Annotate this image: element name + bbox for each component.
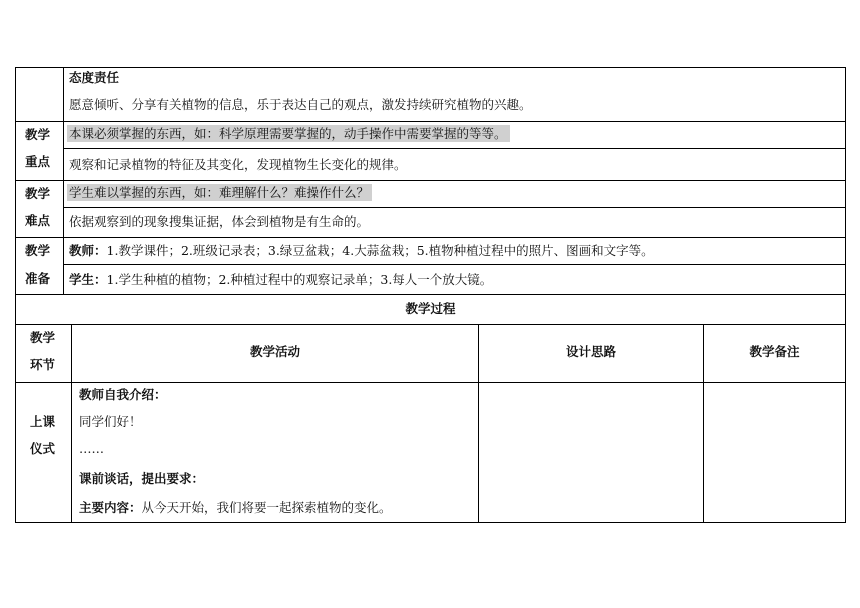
table-rule (15, 382, 846, 383)
table-rule (15, 180, 846, 181)
teacher-materials (69, 243, 654, 259)
student-materials (69, 272, 492, 288)
table-rule (15, 294, 846, 295)
preparation-label-line2: 准备 (25, 271, 51, 286)
main-content-text: 从今天开始，我们将要一起探索植物的变化。 (141, 500, 392, 515)
table-border-bottom (15, 522, 846, 523)
key-points-label-line2: 重点 (25, 154, 51, 169)
table-rule (63, 207, 846, 208)
student-label: 学生： (69, 272, 107, 287)
talk-heading: 课前谈话，提出要求： (79, 471, 205, 486)
difficulties-label-line2: 难点 (25, 213, 51, 228)
stage-cell-line2: 仪式 (30, 441, 56, 456)
key-points-label-line1: 教学 (25, 127, 51, 142)
table-rule (15, 237, 846, 238)
teacher-materials-text: 1.教学课件；2.班级记录表；3.绿豆盆栽；4.大蒜盆栽；5.植物种植过程中的照片、图画和文字等。 (106, 243, 654, 258)
table-rule (15, 324, 846, 325)
key-points-hint-text: 本课必须掌握的东西，如：科学原理需要掌握的，动手操作中需要掌握的等等。 (67, 125, 510, 142)
difficulties-hint-text: 学生难以掌握的东西，如：难理解什么？难操作什么？ (67, 184, 372, 201)
intro-heading: 教师自我介绍： (79, 387, 167, 402)
greeting-text: 同学们好！ (79, 414, 142, 429)
main-content-label: 主要内容： (79, 500, 142, 515)
preparation-label-line1: 教学 (25, 243, 51, 258)
attitude-heading: 态度责任 (69, 70, 120, 85)
table-rule (63, 264, 846, 265)
key-points-hint (67, 126, 510, 142)
stage-cell-line1: 上课 (30, 414, 56, 429)
notes-header: 教学备注 (749, 344, 800, 359)
difficulties-label-line1: 教学 (25, 186, 51, 201)
activity-header: 教学活动 (249, 344, 300, 359)
label-column-divider (63, 67, 64, 295)
difficulties-text: 依据观察到的现象搜集证据，体会到植物是有生命的。 (69, 214, 370, 229)
process-title: 教学过程 (405, 301, 456, 316)
table-rule (15, 121, 846, 122)
attitude-text: 愿意倾听、分享有关植物的信息，乐于表达自己的观点，激发持续研究植物的兴趣。 (69, 97, 532, 112)
table-border-top (15, 67, 846, 68)
stage-header-line1: 教学 (30, 330, 56, 345)
table-border-left (15, 67, 16, 523)
table-border-right (845, 67, 846, 523)
ellipsis-text: …… (79, 441, 104, 456)
table-rule (63, 148, 846, 149)
stage-header-line2: 环节 (30, 357, 56, 372)
student-materials-text: 1.学生种植的植物；2.种植过程中的观察记录单；3.每人一个放大镜。 (106, 272, 493, 287)
design-header: 设计思路 (565, 344, 616, 359)
key-points-text: 观察和记录植物的特征及其变化，发现植物生长变化的规律。 (69, 157, 407, 172)
main-content (79, 500, 392, 516)
teacher-label: 教师： (69, 243, 107, 258)
difficulties-hint (67, 185, 372, 201)
